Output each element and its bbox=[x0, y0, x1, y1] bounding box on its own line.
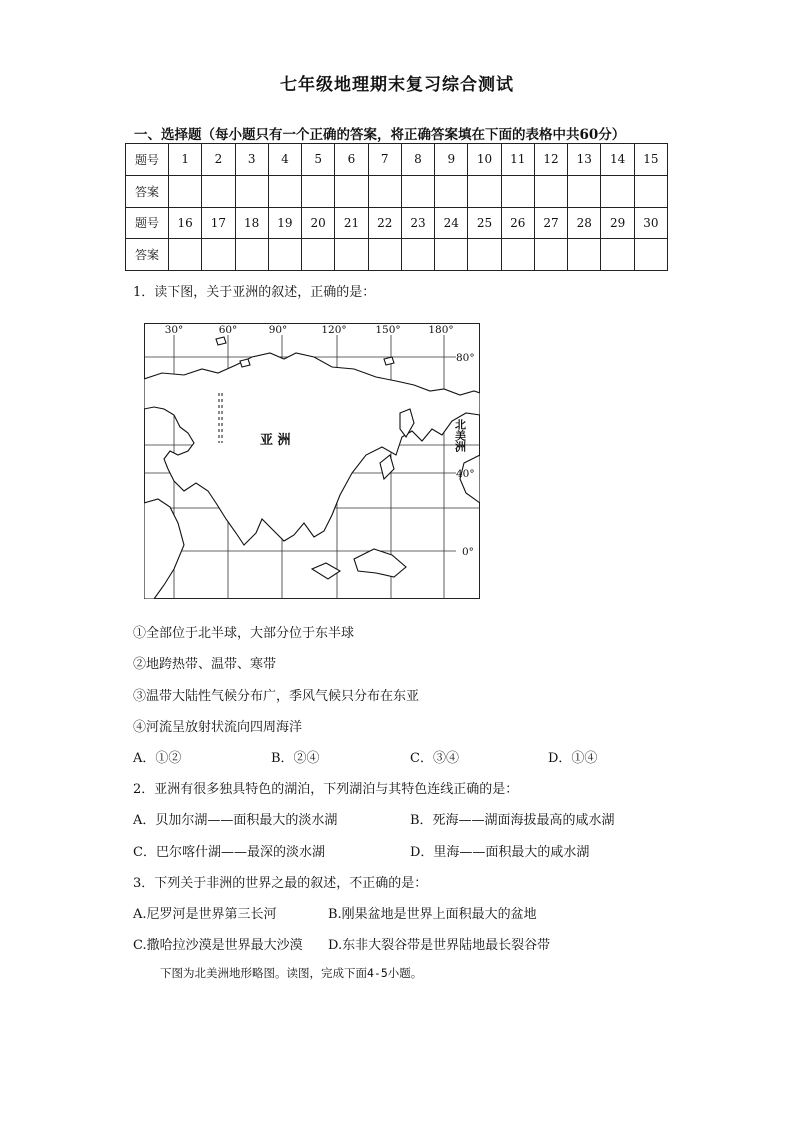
intro-4-5: 下图为北美洲地形略图。读图，完成下面4-5小题。 bbox=[160, 966, 423, 980]
lat-label: 0° bbox=[462, 546, 474, 558]
question-number: 8 bbox=[401, 144, 434, 176]
row-label: 答案 bbox=[126, 175, 169, 207]
answer-cell[interactable] bbox=[468, 175, 501, 207]
lon-label: 120° bbox=[321, 324, 347, 336]
option-d[interactable]: D．①④ bbox=[548, 751, 598, 766]
answer-cell[interactable] bbox=[235, 239, 268, 271]
question-number: 15 bbox=[634, 144, 667, 176]
question-number: 29 bbox=[601, 207, 634, 239]
table-row bbox=[126, 207, 668, 239]
answer-cell[interactable] bbox=[501, 239, 534, 271]
table-row bbox=[126, 239, 668, 271]
lon-label: 30° bbox=[164, 324, 184, 336]
question-number: 21 bbox=[335, 207, 368, 239]
question-number: 2 bbox=[202, 144, 235, 176]
answer-cell[interactable] bbox=[601, 239, 634, 271]
question-number: 18 bbox=[235, 207, 268, 239]
question-number: 4 bbox=[268, 144, 301, 176]
answer-cell[interactable] bbox=[368, 175, 401, 207]
statement-3: ③温带大陆性气候分布广，季风气候只分布在东亚 bbox=[133, 689, 420, 704]
answer-cell[interactable] bbox=[534, 239, 567, 271]
option-b[interactable]: B．死海——湖面海拔最高的咸水湖 bbox=[410, 813, 615, 828]
question-number: 3 bbox=[235, 144, 268, 176]
north-america-label: 北美洲 bbox=[453, 419, 467, 452]
answer-cell[interactable] bbox=[601, 175, 634, 207]
question-number: 22 bbox=[368, 207, 401, 239]
question-number: 30 bbox=[634, 207, 667, 239]
answer-cell[interactable] bbox=[534, 175, 567, 207]
answer-cell[interactable] bbox=[401, 175, 434, 207]
table-row bbox=[126, 144, 668, 176]
option-b[interactable]: B．②④ bbox=[271, 751, 320, 766]
answer-cell[interactable] bbox=[302, 239, 335, 271]
answer-cell[interactable] bbox=[468, 239, 501, 271]
answer-cell[interactable] bbox=[501, 175, 534, 207]
lon-label: 180° bbox=[428, 324, 454, 336]
question-2-stem: 2．亚洲有很多独具特色的湖泊，下列湖泊与其特色连线正确的是： bbox=[133, 782, 519, 797]
row-label: 题号 bbox=[126, 144, 169, 176]
question-number: 1 bbox=[169, 144, 202, 176]
answer-cell[interactable] bbox=[268, 175, 301, 207]
question-3-stem: 3．下列关于非洲的世界之最的叙述，不正确的是： bbox=[133, 876, 428, 891]
lat-label: 80° bbox=[456, 352, 475, 364]
lon-label: 150° bbox=[375, 324, 401, 336]
option-d[interactable]: D.东非大裂谷带是世界陆地最长裂谷带 bbox=[328, 938, 551, 953]
answer-cell[interactable] bbox=[335, 239, 368, 271]
question-number: 17 bbox=[202, 207, 235, 239]
answer-cell[interactable] bbox=[268, 239, 301, 271]
option-c[interactable]: C．③④ bbox=[410, 751, 459, 766]
question-number: 10 bbox=[468, 144, 501, 176]
option-b[interactable]: B.刚果盆地是世界上面积最大的盆地 bbox=[328, 907, 537, 922]
option-a[interactable]: A．①② bbox=[133, 751, 182, 766]
answer-cell[interactable] bbox=[568, 239, 601, 271]
answer-cell[interactable] bbox=[568, 175, 601, 207]
option-a[interactable]: A．贝加尔湖——面积最大的淡水湖 bbox=[133, 813, 338, 828]
answer-cell[interactable] bbox=[401, 239, 434, 271]
answer-cell[interactable] bbox=[235, 175, 268, 207]
answer-cell[interactable] bbox=[202, 175, 235, 207]
option-d[interactable]: D．里海——面积最大的咸水湖 bbox=[410, 845, 590, 860]
lat-label: 40° bbox=[456, 468, 475, 480]
question-1-stem: 1．读下图，关于亚洲的叙述，正确的是： bbox=[133, 285, 376, 300]
option-c[interactable]: C．巴尔喀什湖——最深的淡水湖 bbox=[133, 845, 325, 860]
asia-map bbox=[144, 323, 480, 599]
question-number: 6 bbox=[335, 144, 368, 176]
section-heading: 一、选择题（每小题只有一个正确的答案，将正确答案填在下面的表格中共60分） bbox=[134, 127, 626, 143]
question-number: 20 bbox=[302, 207, 335, 239]
answer-cell[interactable] bbox=[302, 175, 335, 207]
answer-cell[interactable] bbox=[335, 175, 368, 207]
answer-cell[interactable] bbox=[169, 175, 202, 207]
question-number: 9 bbox=[435, 144, 468, 176]
question-number: 27 bbox=[534, 207, 567, 239]
question-number: 14 bbox=[601, 144, 634, 176]
statement-4: ④河流呈放射状流向四周海洋 bbox=[133, 720, 303, 735]
question-number: 26 bbox=[501, 207, 534, 239]
statement-2: ②地跨热带、温带、寒带 bbox=[133, 657, 277, 672]
table-row bbox=[126, 175, 668, 207]
question-number: 13 bbox=[568, 144, 601, 176]
row-label: 题号 bbox=[126, 207, 169, 239]
question-number: 25 bbox=[468, 207, 501, 239]
answer-cell[interactable] bbox=[368, 239, 401, 271]
question-number: 11 bbox=[501, 144, 534, 176]
option-c[interactable]: C.撒哈拉沙漠是世界最大沙漠 bbox=[133, 938, 303, 953]
answer-cell[interactable] bbox=[169, 239, 202, 271]
statement-1: ①全部位于北半球，大部分位于东半球 bbox=[133, 626, 355, 641]
answer-cell[interactable] bbox=[435, 239, 468, 271]
question-number: 28 bbox=[568, 207, 601, 239]
option-a[interactable]: A.尼罗河是世界第三长河 bbox=[133, 907, 277, 922]
question-number: 5 bbox=[302, 144, 335, 176]
row-label: 答案 bbox=[126, 239, 169, 271]
question-number: 12 bbox=[534, 144, 567, 176]
lon-label: 60° bbox=[218, 324, 238, 336]
page-title: 七年级地理期末复习综合测试 bbox=[280, 75, 514, 95]
question-number: 23 bbox=[401, 207, 434, 239]
answer-cell[interactable] bbox=[634, 175, 667, 207]
question-number: 16 bbox=[169, 207, 202, 239]
answer-cell[interactable] bbox=[435, 175, 468, 207]
lon-label: 90° bbox=[268, 324, 288, 336]
answer-table bbox=[125, 143, 668, 271]
answer-cell[interactable] bbox=[202, 239, 235, 271]
question-number: 7 bbox=[368, 144, 401, 176]
asia-label: 亚 洲 bbox=[260, 433, 291, 448]
question-number: 24 bbox=[435, 207, 468, 239]
question-number: 19 bbox=[268, 207, 301, 239]
answer-cell[interactable] bbox=[634, 239, 667, 271]
